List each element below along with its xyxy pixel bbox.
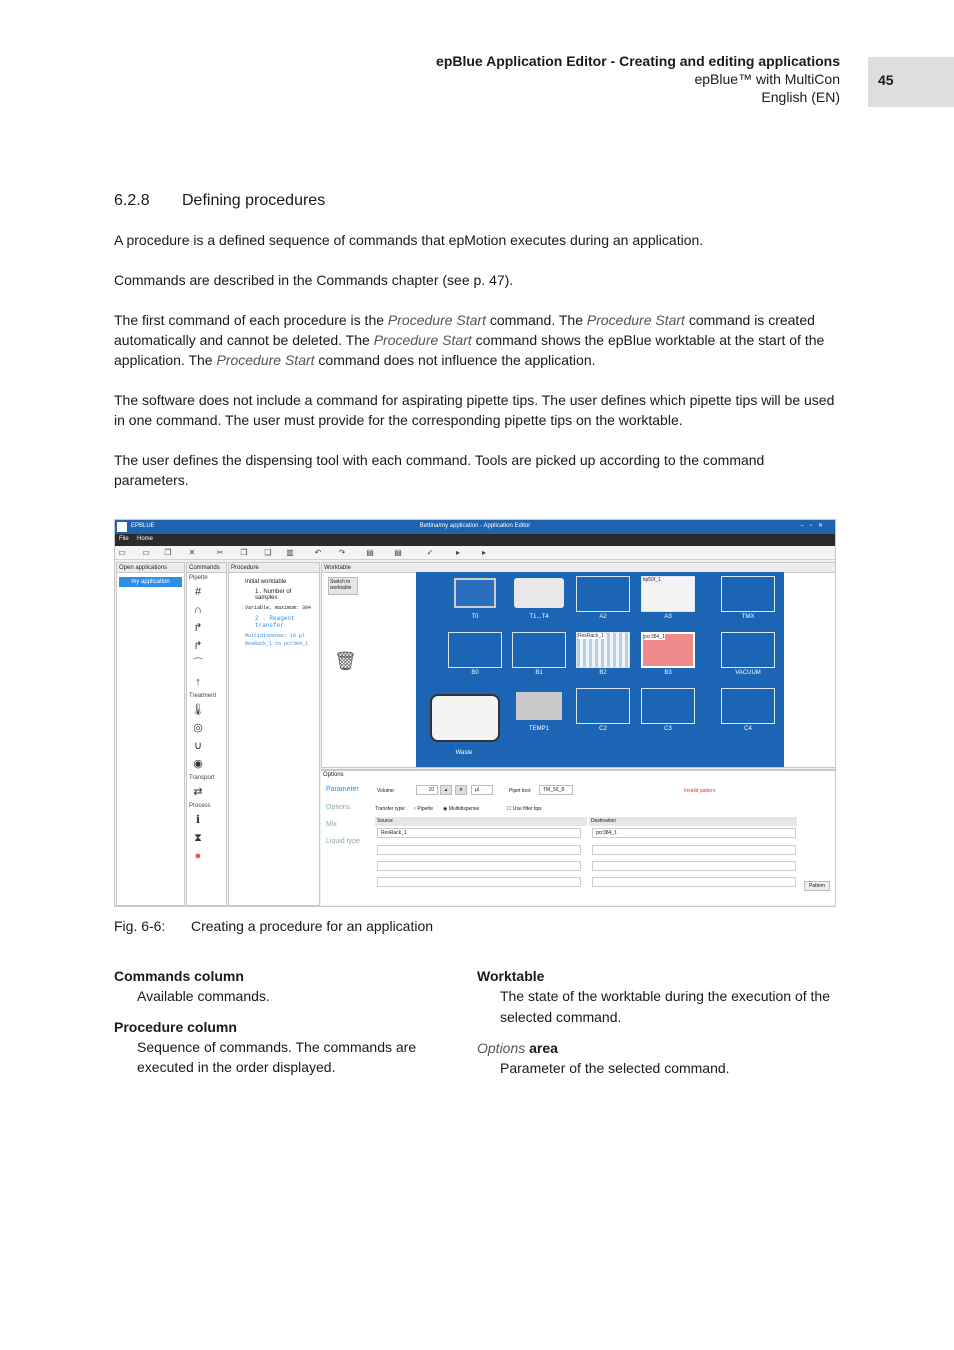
slot-label: T1...T4	[529, 614, 549, 620]
worktable	[416, 572, 784, 767]
slot-label: C3	[664, 726, 672, 732]
paragraph-1: A procedure is a defined sequence of commands that epMotion executes during an application.	[114, 232, 704, 248]
definitions-left	[114, 966, 454, 1077]
procedure-step-2-detail: ResRack_1 to pcr384_1	[245, 641, 309, 647]
radio-pipette-label: Pipette	[417, 806, 433, 812]
tab-parameter[interactable]: Parameter	[326, 786, 359, 793]
check-icon[interactable]: ✓	[426, 548, 434, 557]
destination-select-empty[interactable]	[592, 845, 796, 855]
desc-procedure: Sequence of commands. The commands are executed in the order displayed.	[137, 1039, 417, 1075]
procedure-start[interactable]: Initial worktable	[245, 579, 287, 585]
p3-term: Procedure Start	[216, 352, 315, 368]
commands-header: Commands	[187, 563, 226, 573]
destination-header: Destination	[589, 817, 797, 826]
trash-icon[interactable]: 🗑	[334, 651, 357, 671]
cut-icon[interactable]: ✂	[216, 548, 224, 557]
source-header: Source	[375, 817, 587, 826]
treatment-commands	[187, 701, 226, 773]
group-pipette: Pipette	[189, 575, 208, 581]
save-icon[interactable]: ▭	[118, 548, 126, 557]
open-applications-column	[116, 562, 185, 906]
slot-temp1[interactable]	[512, 688, 566, 724]
radio-multidispense[interactable]: ◉ Multidispense	[443, 806, 480, 812]
slot-label: B1	[535, 670, 543, 676]
p3-text: command is created automatically and cannot be deleted. The	[114, 312, 815, 348]
definitions-right	[477, 966, 840, 1078]
menu-bar	[115, 534, 835, 546]
header-product: epBlue™ with MultiCon	[694, 71, 840, 87]
volume-label: Volume:	[377, 788, 396, 794]
open-app-item[interactable]: my application	[119, 577, 182, 587]
slot-c4[interactable]	[721, 688, 775, 724]
figure-text: Creating a procedure for an application	[191, 918, 434, 934]
paragraph-2: Commands are described in the Commands chapter (see p. 47).	[114, 272, 514, 288]
desc-commands: Available commands.	[137, 988, 270, 1004]
slot-label: TMX	[741, 614, 755, 620]
p3-term: Procedure Start	[387, 312, 486, 328]
slot-c2[interactable]	[576, 688, 630, 724]
volume-down-button[interactable]: ▾	[455, 785, 467, 795]
radio-multidispense-label: Multidispense	[448, 806, 480, 812]
procedure-step-1-detail: Variable, maximum: 384	[245, 605, 312, 611]
group-transport: Transport	[189, 775, 215, 781]
commands-column	[186, 562, 227, 906]
options-header: Options	[323, 772, 344, 778]
p3-text: command does not influence the application.	[314, 352, 596, 368]
magnet-icon[interactable]: ∪	[193, 740, 203, 752]
tab-mix[interactable]: Mix	[326, 821, 337, 828]
headphone-icon[interactable]: ∩	[194, 604, 202, 616]
invalid-pattern-message: Invalid pattern	[684, 788, 716, 794]
slot-label: Waste	[455, 750, 473, 756]
menu-home[interactable]: Home	[137, 536, 154, 542]
term-worktable: Worktable	[477, 968, 545, 984]
slot-b2[interactable]	[576, 632, 630, 668]
print-icon[interactable]: ▤	[394, 548, 402, 557]
paste-icon[interactable]: ❏	[264, 548, 272, 557]
toolbar	[115, 546, 835, 560]
slot-inner-label: tip50f_1	[643, 577, 661, 583]
p3-text: The first command of each procedure is the	[114, 312, 388, 328]
slot-label: B2	[599, 670, 607, 676]
copy-command-icon[interactable]: ❐	[240, 548, 248, 557]
paragraph-4: The software does not include a command for aspirating pipette tips. The user defines which pipette tips will be used in one command. The user must provide for the corresponding pipette tips on the worktable.	[114, 392, 835, 428]
group-treatment: Treatment	[189, 693, 217, 699]
slot-waste[interactable]	[428, 692, 502, 744]
tab-options[interactable]: Options	[326, 804, 351, 811]
source-select[interactable]: ResRack_1	[377, 828, 581, 838]
slot-label: C2	[599, 726, 607, 732]
running-header	[436, 52, 840, 106]
slot-label: VACUUM	[735, 670, 761, 676]
run-icon[interactable]: ▸	[481, 548, 486, 557]
tab-liquid-type[interactable]: Liquid type	[326, 838, 360, 845]
step-icon[interactable]: ▸	[455, 548, 460, 557]
unit-select[interactable]: µl	[471, 785, 493, 795]
term-procedure: Procedure column	[114, 1019, 237, 1035]
destination-select-empty[interactable]	[592, 861, 796, 871]
filter-tips-checkbox[interactable]: ☐ Use filter tips	[507, 806, 542, 812]
paragraph-3	[114, 310, 840, 370]
window-title: Bettina/my application - Application Editor	[419, 523, 531, 529]
slot-label: B0	[471, 670, 479, 676]
save-as-icon[interactable]: ▭	[142, 548, 150, 557]
shaker-icon[interactable]: ◎	[193, 722, 203, 734]
slot-b1[interactable]	[512, 632, 566, 668]
open-applications-header: Open applications	[117, 563, 184, 573]
term-options	[477, 1038, 840, 1058]
close-icon[interactable]: ✕	[188, 548, 196, 557]
mixer-icon[interactable]: ◉	[193, 758, 203, 770]
worktable-header: Worktable	[322, 563, 835, 573]
desc-options: Parameter of the selected command.	[500, 1060, 730, 1076]
p3-text: command shows the epBlue worktable at the start of the application. The	[114, 332, 825, 368]
menu-file[interactable]: File	[119, 536, 129, 542]
procedure-step-1[interactable]: 1 . Number of samples	[255, 589, 292, 601]
filter-tips-label: Use filter tips	[512, 806, 542, 812]
hourglass-icon[interactable]: ⧗	[194, 832, 202, 844]
slot-c3[interactable]	[641, 688, 695, 724]
slot-inner-label: ResRack_1	[578, 633, 604, 639]
slot-label: A2	[599, 614, 607, 620]
slot-b3[interactable]	[641, 632, 695, 668]
volume-input[interactable]: 10	[416, 785, 438, 795]
transport-commands	[187, 783, 226, 801]
volume-up-button[interactable]: ▴	[440, 785, 452, 795]
report-icon[interactable]: ▤	[366, 548, 374, 557]
procedure-column	[228, 562, 320, 906]
section-heading	[114, 192, 325, 210]
figure-label: Fig. 6-6:	[114, 918, 166, 934]
slot-b0[interactable]	[448, 632, 502, 668]
header-language: English (EN)	[761, 89, 840, 105]
procedure-step-2[interactable]: 2 . Reagent transfer	[255, 615, 295, 629]
slot-label: T0	[471, 614, 479, 620]
slot-label: C4	[744, 726, 752, 732]
thermometer-icon[interactable]: 🌡	[191, 704, 205, 716]
variable-icon[interactable]: #	[194, 586, 202, 598]
transfer-multi-icon[interactable]: ↱	[193, 640, 203, 652]
p3-text: command. The	[485, 312, 587, 328]
source-select-empty[interactable]	[377, 877, 581, 887]
source-select-empty[interactable]	[377, 861, 581, 871]
options-area	[321, 769, 836, 905]
figure-caption	[114, 918, 433, 934]
p3-term: Procedure Start	[373, 332, 472, 348]
switch-to-worktable-button[interactable]: Switch to worktable	[328, 577, 358, 595]
term-commands: Commands column	[114, 968, 244, 984]
slot-t1-t4[interactable]	[512, 576, 566, 612]
section-title: Defining procedures	[182, 192, 326, 209]
slot-vacuum[interactable]	[721, 632, 775, 668]
copy-icon[interactable]: ❐	[164, 548, 172, 557]
delete-icon[interactable]: ▥	[286, 548, 294, 557]
page-number: 45	[868, 57, 954, 107]
redo-icon[interactable]: ↷	[338, 548, 346, 557]
info-icon[interactable]: ℹ	[195, 814, 201, 826]
pipet-tool-select[interactable]: TM_50_8	[539, 785, 573, 795]
section-number: 6.2.8	[114, 192, 150, 209]
transfer-type-label: Transfer type:	[375, 806, 406, 812]
slot-inner-label: pcr384_1	[644, 634, 665, 640]
destination-select-empty[interactable]	[592, 877, 796, 887]
process-commands	[187, 811, 226, 865]
header-title: epBlue Application Editor - Creating and editing applications	[436, 53, 840, 69]
slot-label: A3	[664, 614, 672, 620]
slot-a2[interactable]	[576, 576, 630, 612]
pipet-tool-label: Pipet tool:	[509, 788, 532, 794]
pipette-commands	[187, 583, 226, 691]
stop-icon[interactable]: ●	[194, 850, 202, 862]
undo-icon[interactable]: ↶	[314, 548, 322, 557]
application-editor-screenshot	[114, 519, 836, 907]
slot-a3[interactable]	[641, 576, 695, 612]
app-name: EPBLUE	[131, 523, 155, 529]
paragraph-5: The user defines the dispensing tool with each command. Tools are picked up according to the command parameters.	[114, 452, 765, 488]
procedure-header: Procedure	[229, 563, 319, 573]
slot-label: B3	[664, 670, 672, 676]
pattern-button[interactable]: Pattern	[804, 881, 830, 891]
slot-t0[interactable]	[448, 576, 502, 612]
source-select-empty[interactable]	[377, 845, 581, 855]
p3-term: Procedure Start	[586, 312, 685, 328]
slot-tmx[interactable]	[721, 576, 775, 612]
procedure-step-2-detail: Multidispense: 10 µl	[245, 633, 306, 639]
curve-icon[interactable]: ⌒	[192, 658, 204, 670]
destination-select[interactable]: pcr384_1	[592, 828, 796, 838]
term-options-rest: area	[525, 1040, 558, 1056]
group-process: Process	[189, 803, 211, 809]
window-titlebar	[115, 520, 835, 534]
desc-worktable: The state of the worktable during the execution of the selected command.	[500, 988, 830, 1025]
tube-icon[interactable]: ↑	[195, 676, 201, 688]
window-controls[interactable]: –▫✕	[800, 523, 829, 529]
transfer-icon[interactable]: ↱	[193, 622, 203, 634]
radio-pipette[interactable]: ○ Pipette	[413, 806, 433, 812]
slot-label: TEMP1	[528, 726, 549, 732]
transport-icon[interactable]: ⇄	[193, 786, 203, 798]
term-options-italic: Options	[477, 1040, 526, 1056]
